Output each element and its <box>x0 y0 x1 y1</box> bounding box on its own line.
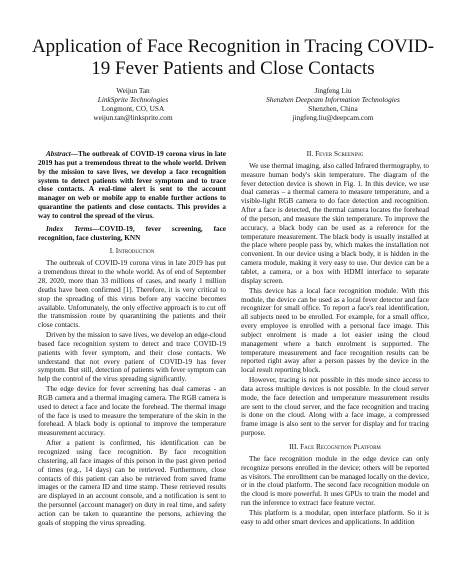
paragraph: After a patient is confirmed, his identification can be recognized using face recognition. By face recognition clustering, all face images of this person in the past given period of times (e.g., 14 days) can be retrieved. Furthermore, close contacts of this patient can also be retrieved from saved frame images or the camera ID and time stamp. These retrieved results are displayed in an account console, and a notification is sent to the personnel (account manager) on duty in real time, and safety action can be taken to quarantine the persons, achieving the goals of stopping the virus spreading. <box>38 439 226 527</box>
author-block-1 <box>38 86 228 122</box>
paragraph: The edge device for fever screening has dual cameras - an RGB camera and a thermal imaging camera. The RGB camera is used to detect a face and locate the forehead. The thermal image of the face is used to measure the temperature of the skin in the forehead. A black body is optional to improve the temperature measurement accuracy. <box>38 385 226 438</box>
abstract <box>38 150 226 221</box>
paragraph: Driven by the mission to save lives, we develop an edge-cloud based face recognition system to detect and trace COVID-19 patients with fever symptom, and their close contacts. We understand that not every patient of COVID-19 has fever symptom. But still, detection of patients with fever symptom can help the control of the virus spreading significantly. <box>38 331 226 384</box>
left-column <box>38 150 226 529</box>
abstract-lead: Abstract <box>46 150 71 158</box>
author-affiliation: LinkSprite Technologies <box>97 95 169 104</box>
section-heading-introduction: I. Introduction <box>109 246 155 256</box>
paragraph: The outbreak of COVID-19 corona virus in late 2019 has put a tremendous threat to the whole world. As of end of September 28, 2020, more than 33 millions of cases, and nearly 1 million deaths have been confirmed [1]. Therefore, it is very critical to stop the spreading of this virus before any vaccine becomes available. Unfortunately, the only effective approach is to cut off the transmission route by quarantining the patients and their close contacts. <box>38 259 226 330</box>
right-column <box>241 150 429 528</box>
paragraph: The face recognition module in the edge device can only recognize persons enrolled in the device; others will be reported as visitors. The enrollment can be managed locally on the device, or in the cloud platform. The second face recognition module on the cloud is more powerful. It uses GPUs to train the model and run the inference to extract face feature vector. <box>241 454 429 508</box>
author-email: jingfeng.liu@deepcam.com <box>292 113 374 122</box>
paragraph: This device has a local face recognition module. With this module, the device can be used as a local fever detector and face recognizer for small office. To report a face's real identification, all subjects need to be enrolled. For example, for a small office, every employee is enrolled with a personal face image. This subject enrolment is made a lot easier using the cloud management where a batch enrolment is supported. The temperature measurement and face recognition results can be reported right away after a person passes by the device in the local result reporting block. <box>241 286 429 375</box>
section-heading-face-recognition-platform: III. Face Recognition Platform <box>289 442 381 451</box>
author-email: weijun.tan@linksprite.com <box>93 113 173 122</box>
index-terms-lead: Index Terms <box>46 224 93 233</box>
paragraph: This platform is a modular, open interface platform. So it is easy to add other smart devices and applications. In addition <box>241 508 429 526</box>
author-name: Jingfeng Liu <box>314 86 352 95</box>
paragraph: However, tracing is not possible in this mode since access to data across multiple devices is not possible. In the cloud server mode, the face detection and temperature measurement results are sent to the cloud server, and the face recognition and tracing is done on the cloud. Along with a face image, a compressed frame image is also sent to the server for display and for tracing purpose. <box>241 376 429 438</box>
section-heading-fever-screening: II. Fever Screening <box>306 149 364 158</box>
author-name: Weijun Tan <box>116 86 150 95</box>
paragraph: We use thermal imaging, also called Infrared thermography, to measure human body's skin temperature. The diagram of the fever detection device is shown in Fig. 1. In this device, we use dual cameras – a thermal camera to measure temperature, and a visible-light RGB camera to do face detection and recognition. After a face is detected, the thermal camera locates the forehead of the person, and measure the skin temperature. To improve the accuracy, a black body can be used as a reference for the temperature measurement. The black body is usually installed at the place where people pass by, which makes the installation not convenient. In our device using a black body, it is hidden in the camera module, making it very easy to use. Our device can be a tablet, a camera, or a box with HDMI interface to separate display screen. <box>241 161 429 285</box>
index-terms <box>38 225 226 243</box>
author-location: Longmont, CO, USA <box>101 104 165 113</box>
abstract-text: —The outbreak of COVID-19 corona virus in late 2019 has put a tremendous threat to the whole world. Driven by the mission to save lives, we develop a face recognition system to detect patients with fever symptom and to trace close contacts. A real-time alert is sent to the account manager on web or mobile app to enable further actions to quarantine the patients and close contacts. This provides a way to control the spread of the virus. <box>38 150 226 220</box>
index-terms-text: —COVID-19, fever screening, face recognition, face clustering, KNN <box>38 224 226 242</box>
author-block-2 <box>238 86 428 122</box>
author-affiliation: Shenzhen Deepcam Information Technologies <box>266 95 400 104</box>
author-location: Shenzhen, China <box>308 104 358 113</box>
paper-title: Application of Face Recognition in Tracing COVID-19 Fever Patients and Close Contacts <box>31 36 435 79</box>
